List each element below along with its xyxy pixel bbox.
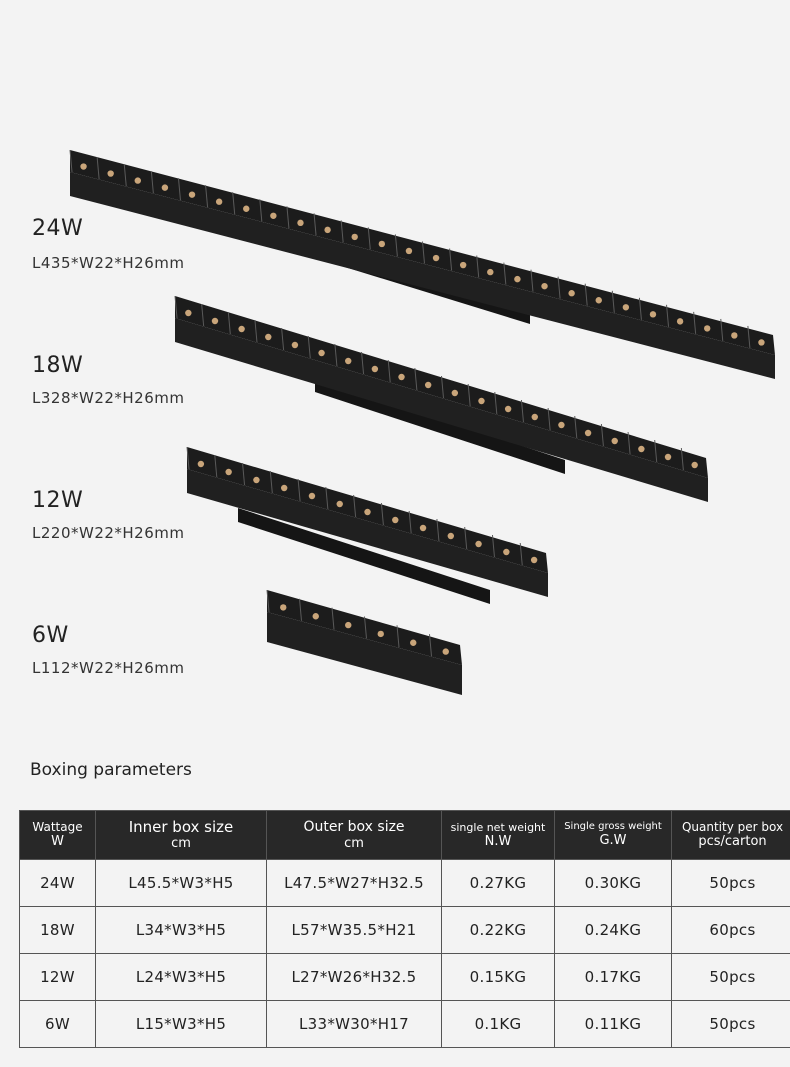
table-row (20, 954, 790, 1001)
led-cell (162, 184, 168, 190)
cell-wattage: 12W (20, 954, 96, 1001)
cell-outer-box: L33*W30*H17 (267, 1001, 442, 1048)
wattage-label-24w: 24W (32, 216, 84, 241)
led-cell (281, 485, 287, 491)
led-cell (410, 640, 416, 646)
wattage-label-18w: 18W (32, 353, 84, 378)
led-cell (309, 493, 315, 499)
led-cell (532, 414, 538, 420)
header-wattage: Wattage W (20, 811, 96, 860)
led-cell (253, 477, 259, 483)
led-cell (505, 406, 511, 412)
led-cell (292, 342, 298, 348)
led-cell (345, 358, 351, 364)
cell-wattage: 6W (20, 1001, 96, 1048)
led-cell (596, 297, 602, 303)
led-cell (324, 227, 330, 233)
led-cell (478, 398, 484, 404)
cell-quantity: 50pcs (672, 1001, 790, 1048)
led-cell (372, 366, 378, 372)
led-cell (364, 509, 370, 515)
cell-inner-box: L45.5*W3*H5 (96, 860, 267, 907)
led-cell (514, 276, 520, 282)
led-cell (216, 199, 222, 205)
led-cell (704, 325, 710, 331)
led-cell (198, 461, 204, 467)
led-cell (650, 311, 656, 317)
cell-gross-weight: 0.30KG (555, 860, 672, 907)
led-cell (107, 170, 113, 176)
led-cell (80, 163, 86, 169)
led-cell (185, 310, 191, 316)
led-cell (345, 622, 351, 628)
led-cell (475, 541, 481, 547)
cell-quantity: 50pcs (672, 954, 790, 1001)
table-row (20, 907, 790, 954)
dimension-label-24w: L435*W22*H26mm (32, 254, 185, 272)
cell-gross-weight: 0.24KG (555, 907, 672, 954)
cell-inner-box: L15*W3*H5 (96, 1001, 267, 1048)
led-cell (212, 318, 218, 324)
header-gross-weight: Single gross weight G.W (555, 811, 672, 860)
led-cell (612, 438, 618, 444)
led-cell (378, 631, 384, 637)
cell-net-weight: 0.22KG (442, 907, 555, 954)
led-cell (460, 262, 466, 268)
cell-wattage: 18W (20, 907, 96, 954)
led-cell (225, 469, 231, 475)
led-cell (265, 334, 271, 340)
led-cell (189, 191, 195, 197)
led-cell (758, 339, 764, 345)
led-cell (568, 290, 574, 296)
header-net-weight: single net weight N.W (442, 811, 555, 860)
cell-net-weight: 0.1KG (442, 1001, 555, 1048)
cell-outer-box: L27*W26*H32.5 (267, 954, 442, 1001)
led-cell (379, 241, 385, 247)
led-cell (731, 332, 737, 338)
led-cell (313, 613, 319, 619)
cell-quantity: 60pcs (672, 907, 790, 954)
dimension-label-18w: L328*W22*H26mm (32, 389, 185, 407)
led-cell (623, 304, 629, 310)
led-cell (243, 206, 249, 212)
header-outer-box-size: Outer box size cm (267, 811, 442, 860)
led-cell (280, 604, 286, 610)
header-quantity-per-box: Quantity per box pcs/carton (672, 811, 790, 860)
led-cell (270, 213, 276, 219)
header-inner-box-size: Inner box size cm (96, 811, 267, 860)
cell-outer-box: L47.5*W27*H32.5 (267, 860, 442, 907)
table-row (20, 1001, 790, 1048)
dimension-label-6w: L112*W22*H26mm (32, 659, 185, 677)
fixture-6w (267, 590, 462, 695)
led-cell (425, 382, 431, 388)
led-cell (337, 501, 343, 507)
cell-net-weight: 0.27KG (442, 860, 555, 907)
table-row (20, 860, 790, 907)
led-cell (585, 430, 591, 436)
led-cell (531, 557, 537, 563)
cell-gross-weight: 0.11KG (555, 1001, 672, 1048)
led-cell (318, 350, 324, 356)
led-cell (297, 220, 303, 226)
cell-inner-box: L24*W3*H5 (96, 954, 267, 1001)
led-cell (433, 255, 439, 261)
boxing-parameters-title: Boxing parameters (30, 760, 192, 780)
fixture-12w (187, 447, 548, 604)
led-cell (392, 517, 398, 523)
cell-wattage: 24W (20, 860, 96, 907)
cell-outer-box: L57*W35.5*H21 (267, 907, 442, 954)
led-cell (487, 269, 493, 275)
wattage-label-6w: 6W (32, 623, 69, 648)
led-cell (135, 177, 141, 183)
led-cell (443, 648, 449, 654)
boxing-parameters-table (19, 810, 790, 1048)
fixture-body (70, 172, 775, 379)
led-cell (665, 454, 671, 460)
led-cell (638, 446, 644, 452)
led-cell (558, 422, 564, 428)
cell-quantity: 50pcs (672, 860, 790, 907)
led-cell (398, 374, 404, 380)
table-header-row (20, 811, 790, 860)
led-cell (420, 525, 426, 531)
cell-net-weight: 0.15KG (442, 954, 555, 1001)
led-cell (541, 283, 547, 289)
led-cell (677, 318, 683, 324)
cell-gross-weight: 0.17KG (555, 954, 672, 1001)
led-cell (352, 234, 358, 240)
cell-inner-box: L34*W3*H5 (96, 907, 267, 954)
dimension-label-12w: L220*W22*H26mm (32, 524, 185, 542)
led-cell (406, 248, 412, 254)
led-cell (452, 390, 458, 396)
led-cell (238, 326, 244, 332)
wattage-label-12w: 12W (32, 488, 84, 513)
led-cell (691, 462, 697, 468)
led-cell (448, 533, 454, 539)
fixture-body (187, 469, 548, 597)
led-cell (503, 549, 509, 555)
